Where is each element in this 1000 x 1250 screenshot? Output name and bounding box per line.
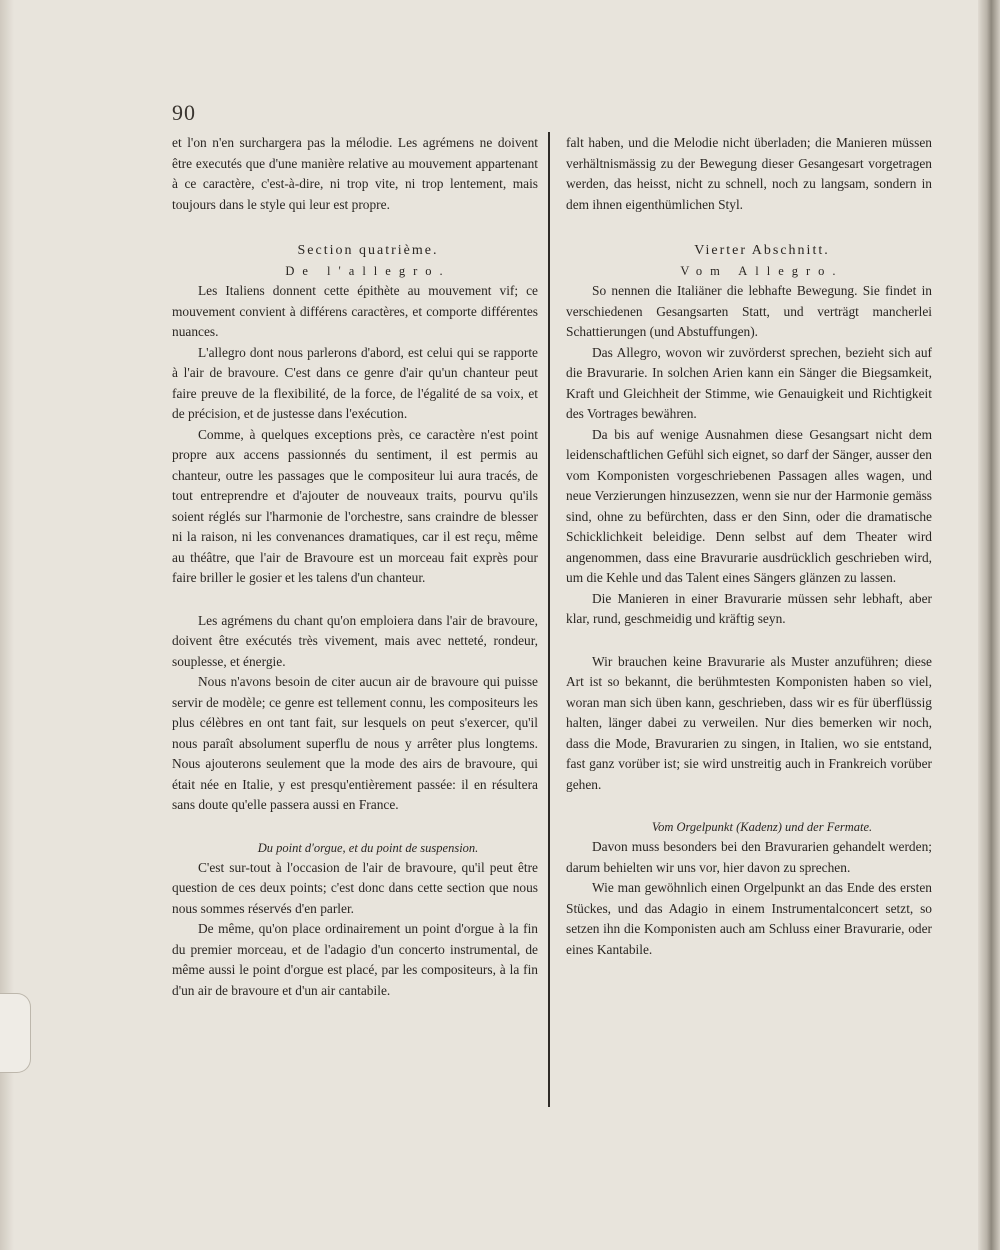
paragraph: Wir brauchen keine Bravurarie als Muster anzuführen; diese Art ist so bekannt, die berühmtesten Komponisten haben so viel, woran man sich üben kann, geschrieben, dass wir es für überflüssig halten, länger dabei zu verweilen. Nur dies bemerken wir noch, dass die Mode, Bravurarien zu singen, in Italien, wo sie entstand, fast ganz vorüber ist; sie wird unstreitig auch in Frankreich vorüber gehen. [566, 653, 932, 792]
page-tab [0, 993, 31, 1073]
german-column [566, 133, 932, 960]
paragraph: Comme, à quelques exceptions près, ce caractère n'est point propre aux accens passionnés du sentiment, il est permis au chanteur, outre les passages que le compositeur lui aura tracés, de tout entreprendre et d'ajouter de nouveaux traits, pourvu qu'ils soient réglés sur l'harmonie de l'orchestre, sans craindre de blesser ni la raison, ni les convenances dramatiques, car il est reçu, même au théâtre, que l'air de Bravoure est un morceau fait exprès pour faire briller le gosier et les talens d'un chanteur. [172, 426, 538, 585]
subsection-heading: Du point d'orgue, et du point de suspension. [257, 840, 479, 855]
paragraph: Die Manieren in einer Bravurarie müssen sehr lebhaft, aber klar, rund, geschmeidig und kräftig seyn. [566, 590, 932, 626]
intro-paragraph: et l'on n'en surchargera pas la mélodie. Les agrémens ne doivent être executés que d'une manière relative au mouvement appartenant à ce caractère, c'est-à-dire, ni trop vite, ni trop lentement, mais toujours dans le style qui leur est propre. [172, 135, 538, 212]
column-divider [548, 132, 550, 1107]
paragraph: Les agrémens du chant qu'on emploiera dans l'air de bravoure, doivent être exécutés très vivement, mais avec netteté, rondeur, souplesse, et énergie. [172, 612, 538, 669]
paragraph: L'allegro dont nous parlerons d'abord, est celui qui se rapporte à l'air de bravoure. C'est dans ce genre d'air qu'un chanteur peut faire preuve de la flexibilité, de la force, de l'égalité de sa voix, et de précision, et de justesse dans l'exécution. [172, 344, 538, 421]
paragraph: C'est sur-tout à l'occasion de l'air de bravoure, qu'il peut être question de ces deux points; c'est donc dans cette section que nous nous sommes réservés d'en parler. [172, 859, 538, 916]
paragraph: Nous n'avons besoin de citer aucun air de bravoure qui puisse servir de modèle; ce genre est tellement connu, les compositeurs les plus célèbres en ont tant fait, sur lesquels on peut s'exercer, qu'il nous paraît absolument superflu de nous y arrêter plus longtems. Nous ajouterons seulement que la mode des airs de bravoure, qui était née en Italie, y est presqu'entièrement passée: il en résultera sans doute qu'elle passera aussi en France. [172, 674, 538, 812]
section-heading: Vierter Abschnitt. [694, 243, 830, 258]
french-column [172, 133, 538, 1001]
subsection-heading: Vom Orgelpunkt (Kadenz) und der Fermate. [651, 820, 873, 834]
paragraph: Das Allegro, wovon wir zuvörderst sprechen, bezieht sich auf die Bravurarie. In solchen Arien kann ein Sänger die Biegsamkeit, Kraft und Gleichheit der Stimme, wie Genauigkeit und Richtigkeit des Vortrages bewähren. [566, 344, 932, 421]
page-number: 90 [172, 100, 196, 125]
paragraph: Davon muss besonders bei den Bravurarien gehandelt werden; darum behielten wir uns vor, hier davon zu sprechen. [566, 839, 932, 875]
section-subheading: De l'allegro. [285, 264, 451, 278]
paragraph: Da bis auf wenige Ausnahmen diese Gesangsart nicht dem leidenschaftlichen Gefühl sich eignet, so darf der Sänger, ausser den vom Komponisten vorgeschriebenen Passagen alles wagen, und neue Verzierungen hinzusezzen, wenn sie nur der Harmonie gemäss sind, ohne zu befürchten, dass er den Sinn, oder die dramatische Schicklichkeit beleidige. Denn selbst auf dem Theater wird angenommen, dass eine Bravurarie ausdrücklich geschrieben wird, um die Kehle und das Talent eines Sängers glänzen zu lassen. [566, 426, 932, 585]
section-subheading: Vom Allegro. [680, 264, 844, 278]
paragraph: Wie man gewöhnlich einen Orgelpunkt an das Ende des ersten Stückes, und das Adagio in einem Instrumentalconcert setzt, so setzen ihn die Komponisten auch am Schluss einer Bravurarie, oder eines Kantabile. [566, 880, 932, 957]
paragraph: So nennen die Italiäner die lebhafte Bewegung. Sie findet in verschiedenen Gesangsarten Statt, und verträgt mancherlei Schattierungen (und Abstuffungen). [566, 283, 932, 339]
intro-paragraph: falt haben, und die Melodie nicht überladen; die Manieren müssen verhältnismässig zu der Bewegung dieser Gesangesart vorgetragen werden, das heisst, nicht zu schnell, noch zu langsam, sondern in dem ihnen eigenthümlichen Styl. [566, 135, 932, 212]
paragraph: Les Italiens donnent cette épithète au mouvement vif; ce mouvement convient à différens caractères, et comporte différentes nuances. [172, 283, 538, 339]
page-edge [978, 0, 1000, 1250]
paragraph: De même, qu'on place ordinairement un point d'orgue à la fin du premier morceau, et de l'adagio d'un concerto instrumental, de même aussi le point d'orgue est placé, par les compositeurs, à la fin d'un air de bravoure et d'un air cantabile. [172, 921, 538, 998]
section-heading: Section quatrième. [297, 243, 439, 258]
